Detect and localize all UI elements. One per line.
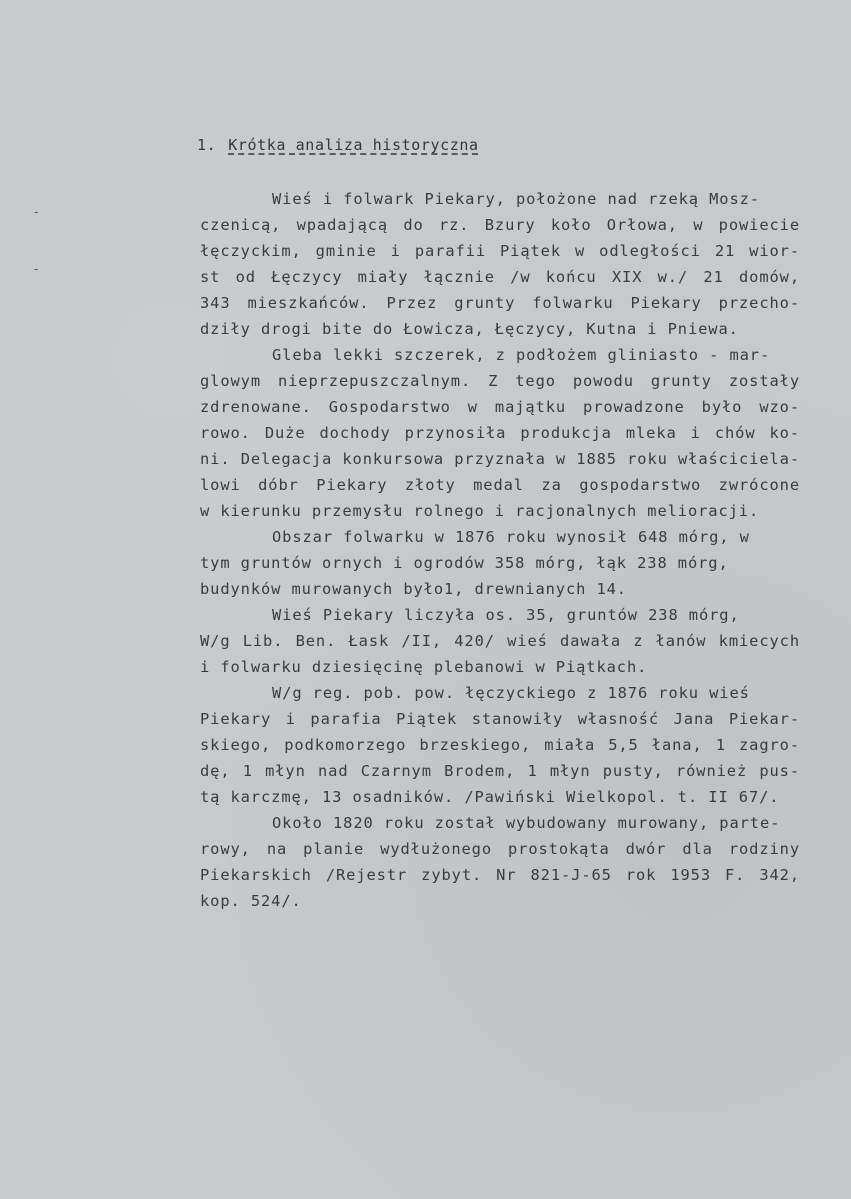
text-line: glowym nieprzepuszczalnym. Z tego powodu grunty zostały [200, 372, 800, 390]
margin-mark: - [34, 262, 39, 276]
text-line: W/g Lib. Ben. Łask /II, 420/ wieś dawała z łanów kmiecych [200, 632, 800, 650]
section-title: Krótka analiza historyczna [228, 136, 479, 154]
text-line: kop. 524/. [200, 892, 302, 910]
text-line: ni. Delegacja konkursowa przyznała w 1885 roku właściciela- [200, 450, 800, 468]
text-line: dę, 1 młyn nad Czarnym Brodem, 1 młyn pusty, również pus- [200, 762, 800, 780]
text-line: Obszar folwarku w 1876 roku wynosił 648 mórg, w [272, 528, 750, 546]
text-line: Gleba lekki szczerek, z podłożem gliniasto - mar- [272, 346, 771, 364]
text-line: Wieś Piekary liczyła os. 35, gruntów 238 mórg, [272, 606, 740, 624]
text-line: i folwarku dziesięcinę plebanowi w Piątkach. [200, 658, 648, 676]
text-line: Piekarskich /Rejestr zybyt. Nr 821-J-65 rok 1953 F. 342, [200, 866, 800, 884]
text-line: zdrenowane. Gospodarstwo w majątku prowadzone było wzo- [200, 398, 800, 416]
text-line: 343 mieszkańców. Przez grunty folwarku Piekary przecho- [200, 294, 800, 312]
text-line: w kierunku przemysłu rolnego i racjonalnych melioracji. [200, 502, 760, 520]
section-number: 1. [197, 136, 217, 154]
section-heading [197, 136, 479, 154]
text-line: Wieś i folwark Piekary, położone nad rzeką Mosz- [272, 190, 760, 208]
text-line: budynków murowanych było1, drewnianych 14. [200, 580, 627, 598]
text-line: W/g reg. pob. pow. łęczyckiego z 1876 roku wieś [272, 684, 750, 702]
text-line: rowy, na planie wydłużonego prostokąta dwór dla rodziny [200, 840, 800, 858]
text-line: czenicą, wpadającą do rz. Bzury koło Orłowa, w powiecie [200, 216, 800, 234]
text-line: tym gruntów ornych i ogrodów 358 mórg, łąk 238 mórg, [200, 554, 729, 572]
text-line: Piekary i parafia Piątek stanowiły własność Jana Piekar- [200, 710, 800, 728]
text-line: skiego, podkomorzego brzeskiego, miała 5,5 łana, 1 zagro- [200, 736, 800, 754]
text-line: st od Łęczycy miały łącznie /w końcu XIX w./ 21 domów, [200, 268, 800, 286]
text-line: dziły drogi bite do Łowicza, Łęczycy, Kutna i Pniewa. [200, 320, 739, 338]
body-text [200, 186, 800, 914]
text-line: tą karczmę, 13 osadników. /Pawiński Wielkopol. t. II 67/. [200, 788, 780, 806]
margin-mark: - [34, 205, 39, 219]
text-line: łęczyckim, gminie i parafii Piątek w odległości 21 wior- [200, 242, 800, 260]
text-line: lowi dóbr Piekary złoty medal za gospodarstwo zwrócone [200, 476, 800, 494]
text-line: Około 1820 roku został wybudowany murowany, parte- [272, 814, 781, 832]
text-line: rowo. Duże dochody przynosiła produkcja mleka i chów ko- [200, 424, 800, 442]
